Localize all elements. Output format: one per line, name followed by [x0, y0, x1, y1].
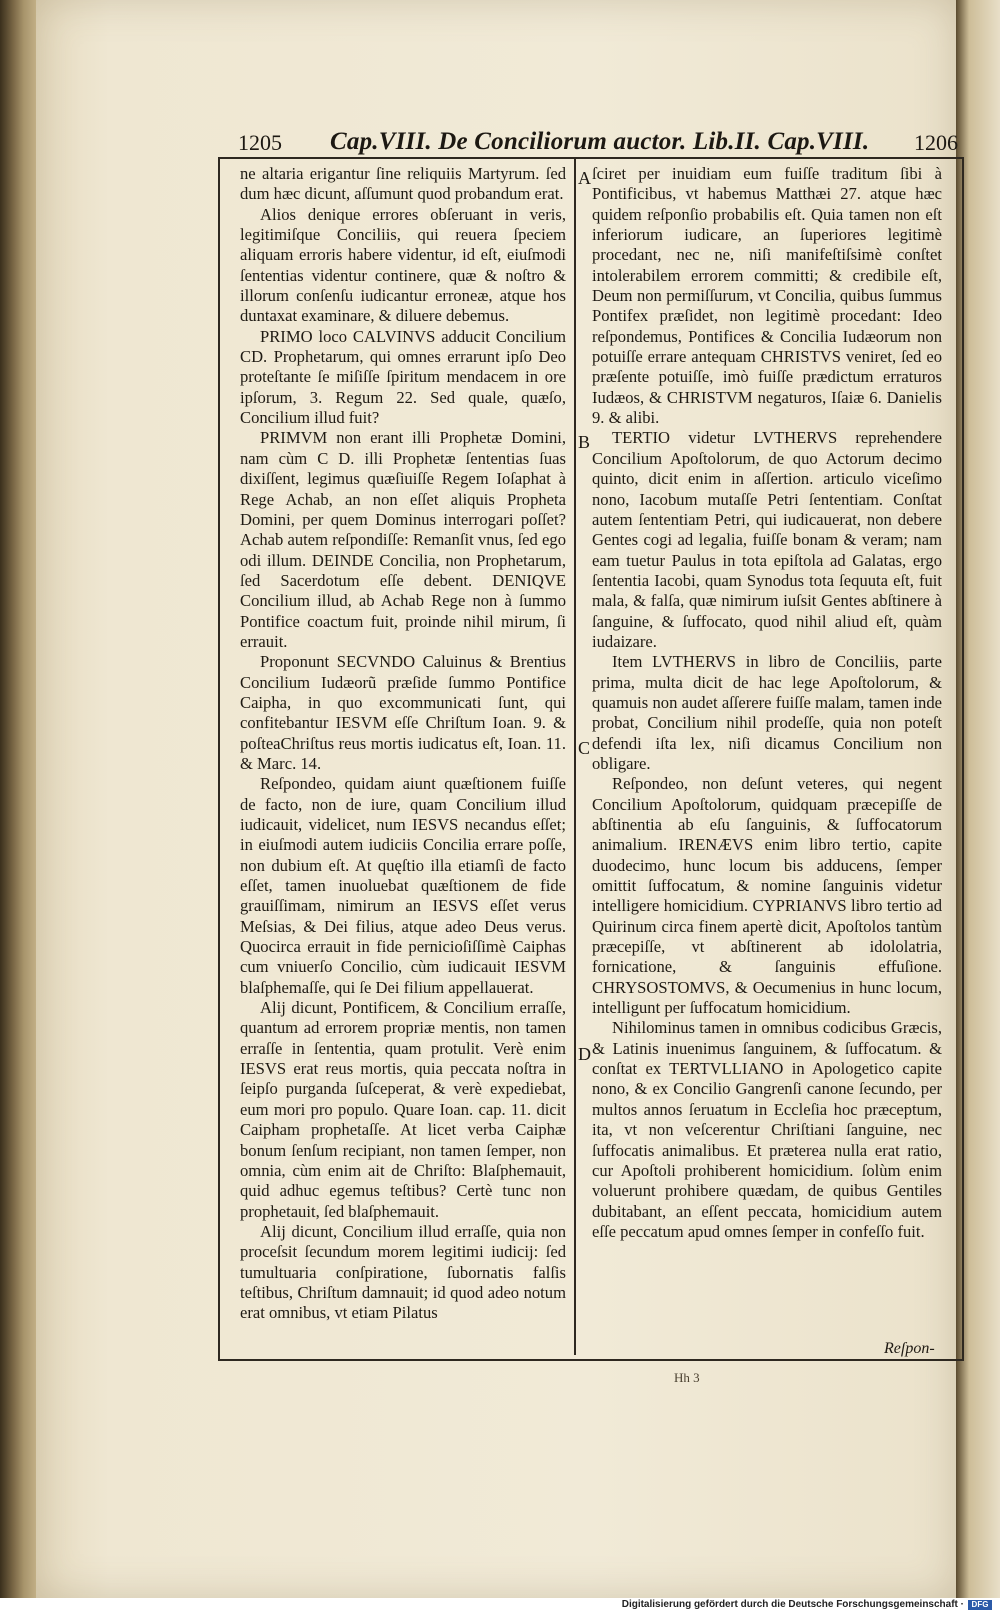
digitization-credit: Digitalisierung gefördert durch die Deutsche Forschungsgemeinschaft ·: [621, 1599, 964, 1610]
left-paragraph-7: Alij dicunt, Pontificem, & Concilium erraſſe, quantum ad errorem propriæ mentis, non tamen erraſſe in ſententia, quam protulit. Verè enim IESVS erat reus mortis, quia peccata noſtra in ſeipſo purganda ſuſceperat, & verè expediebat, eum mori pro populo. Quare Ioan. cap. 11. dicit Caipham prophetaſſe. At licet verba Caiphæ bonum ſenſum recipiant, non tamen ſemper, non omnia, cùm enim ait de Chriſto: Blaſphemauit, quid adhuc egemus teſtibus? Certè tunc non prophetauit, ſed blaſphemauit.: [240, 998, 566, 1221]
left-paragraph-5: Proponunt SECVNDO Caluinus & Brentius Concilium Iudæorũ præſide ſummo Pontifice Caipha, in quo excommunicati ſunt, qui confitebantur IESVM eſſe Chriſtum Ioan. 9. & poſteaChriſtus reus mortis iudicatus eſt, Ioan. 11. & Marc. 14.: [240, 652, 566, 773]
right-column: [592, 164, 942, 1242]
page-number-right: 1206: [914, 130, 958, 155]
right-paragraph-2: TERTIO videtur LVTHERVS reprehendere Concilium Apoſtolorum, de quo Actorum decimo quinto, dicit enim in aſſertion. articulo viceſimo nono, Iacobum mutaſſe Petri ſententiam. Conſtat autem ſententiam Petri, qui iudicauerat, non debere Gentes cogi ad legalia, fuiſſe bonam & veram; nam eam tuetur Paulus in tota epiſtola ad Galatas, ergo ſententia Iacobi, quam Synodus tota ſequuta eſt, fuit mala, & falſa, quæ nimirum iuſsit Gentes abſtinere à ſanguine, & ſuffocato, quod nihil aliud eſt, quàm iudaizare.: [592, 428, 942, 651]
right-paragraph-3: Item LVTHERVS in libro de Conciliis, parte prima, multa dicit de hac lege Apoſtolorum, & quamuis non audet aſſerere fuiſſe malam, tamen inde probat, Concilium nihil prodeſſe, quia non poteſt defendi iſta lex, niſi dicamus Concilium non obligare.: [592, 652, 942, 773]
right-paragraph-4: Reſpondeo, non deſunt veteres, qui negent Concilium Apoſtolorum, quidquam præcepiſſe de abſtinentia ab eſu ſanguinis, & ſuffocatorum animalium. IRENÆVS enim libro tertio, capite duodecimo, hunc locum bis adducens, ſemper omittit ſuffocatum, & nomine ſanguinis videtur intelligere homicidium. CYPRIANVS libro tertio ad Quirinum circa finem apertè dicit, Apoſtolos tantùm præcepiſſe, vt abſtinerent ab idololatria, fornicatione, & ſanguinis effuſione. CHRYSOSTOMVS, & Oecumenius in hunc locum, intelligunt per ſuffocatum homicidium.: [592, 774, 942, 1018]
running-title: Cap.VIII. De Conciliorum auctor. Lib.II. Cap.VIII.: [330, 128, 870, 155]
running-header: [238, 128, 958, 158]
left-paragraph-3: PRIMO loco CALVINVS adducit Concilium CD. Prophetarum, qui omnes errarunt ipſo Deo proteſtante ſe miſiſſe ſpiritum mendacem in ore ipſorum, 3. Regum 22. Sed quale, quæſo, Concilium illud fuit?: [240, 326, 566, 428]
left-paragraph-1: ne altaria erigantur ſine reliquiis Martyrum. ſed dum hæc dicunt, aſſumunt quod probandum erat.: [240, 164, 566, 204]
catchword: Reſpon-: [884, 1340, 935, 1357]
margin-letter-c: C: [578, 738, 591, 758]
margin-letter-d: D: [578, 1044, 591, 1064]
left-paragraph-8: Alij dicunt, Concilium illud erraſſe, quia non proceſsit ſecundum morem legitimi iudicij: ſed tumultuaria conſpiratione, ſubornatis falſis teſtibus, Chriſtum damnauit; id quod adeo notum erat omnibus, vt etiam Pilatus: [240, 1221, 566, 1323]
left-column: [240, 164, 566, 1324]
dfg-logo: DFG: [968, 1600, 992, 1610]
column-divider: [574, 159, 576, 1355]
left-paragraph-2: Alios denique errores obſeruant in veris, legitimiſque Conciliis, qui reuera ſpeciem aliquam erroris habere videntur, id eſt, eiuſmodi ſententias videntur continere, quæ & noſtro & illorum conſenſu iudicantur erroneæ, atque hos duntaxat examinare, & diluere debemus.: [240, 204, 566, 326]
book-page-edges: [0, 0, 40, 1598]
left-paragraph-6: Reſpondeo, quidam aiunt quæſtionem fuiſſe de facto, non de iure, quam Concilium illud iudicauit, videlicet, num IESVS necandus eſſet; in eiuſmodi autem iudiciis Concilia errare poſſe, non dubium eſt. At quęſtio illa etiamſi de facto eſſet, tamen inuoluebat quæſtionem de fide grauiſſimam, nimirum an IESVS eſſet verus Meſsias, & Dei filius, atque adeo Deus verus. Quocirca errauit in fide pernicioſiſſimè Caiphas cum vniuerſo Concilio, cùm iudicauit IESVM blaſphemaſſe, qui ſe Dei filium appellauerat.: [240, 774, 566, 997]
right-paragraph-5: Nihilominus tamen in omnibus codicibus Græcis, & Latinis inuenimus ſanguinem, & ſuffocatum. & conſtat ex TERTVLLIANO in Apologetico capite nono, & ex Concilio Gangrenſi canone ſecundo, per multos annos ſeruatum in Eccleſia hoc præceptum, ita, vt non veſcerentur Chriſtiani ſanguine, nec ſuffocatis animalibus. Et præterea nulla erat ratio, cur Apoſtoli prohiberent homicidium. ſolùm enim voluerunt prohibere quædam, de quibus Gentiles dubitabant, an eſſent peccata, homicidium autem eſſe peccatum apud omnes ſemper in confeſſo fuit.: [592, 1018, 942, 1241]
left-paragraph-4: PRIMVM non erant illi Prophetæ Domini, nam cùm C D. illi Prophetæ ſententias ſuas dixiſſent, legimus quæſiuiſſe Regem Ioſaphat à Rege Achab, an non eſſet aliquis Propheta Domini, per quem Dominus interrogari poſſet? Achab autem reſpondiſſe: Remanſit vnus, ſed ego odi illum. DEINDE Concilia, non Prophetarum, ſed Sacerdotum eſſe debent. DENIQVE Concilium illud, ab Achab Rege non à ſummo Pontifice coactum fuit, proinde nihil mirum, ſi errauit.: [240, 428, 566, 651]
signature-mark: Hh 3: [674, 1370, 700, 1385]
right-paragraph-1: ſciret per inuidiam eum fuiſſe traditum ſibi à Pontificibus, vt habemus Matthæi 27. atque hæc quidem reſponſio probabilis eſt. Quia tamen non eſt inferiorum iudicare, an ſuperiores legitimè procedant, nec ne, niſi manifeſtiſsimè conſtet intolerabilem errorem committi; & credibile eſt, Deum non permiſſurum, vt Concilia, quibus ſummus Pontifex præſidet, non legitimè procedant: Ideo reſpondemus, Pontifices & Concilia Iudæorum non potuiſſe errare antequam CHRISTVS veniret, ſed eo præſente potuiſſe, imò fuiſſe prædictum erraturos Iudæos, & CHRISTVM negaturos, Iſaiæ 6. Danielis 9. & alibi.: [592, 164, 942, 428]
margin-letter-a: A: [578, 168, 591, 188]
page-number-left: 1205: [238, 130, 282, 155]
margin-letter-b: B: [578, 432, 591, 452]
